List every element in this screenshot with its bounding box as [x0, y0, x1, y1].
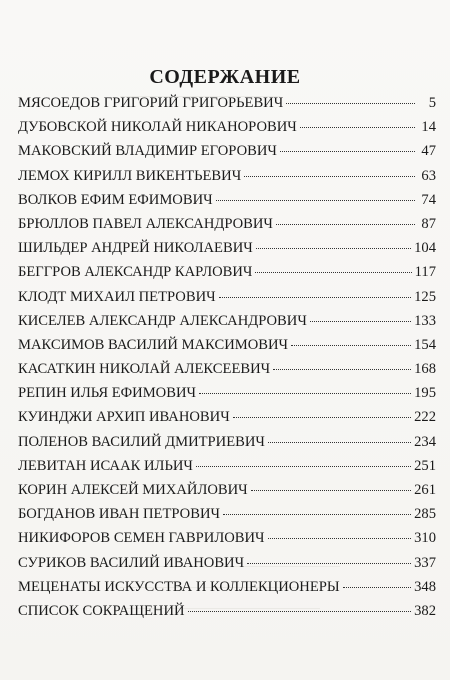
toc-entry-title: ШИЛЬДЕР АНДРЕЙ НИКОЛАЕВИЧ: [18, 240, 253, 257]
dot-leader: [291, 345, 411, 346]
toc-entry-title: ПОЛЕНОВ ВАСИЛИЙ ДМИТРИЕВИЧ: [18, 433, 265, 450]
toc-entry: [18, 434, 436, 458]
toc-entry: [18, 168, 436, 192]
toc-entry-page-number: 125: [414, 288, 436, 305]
toc-entry-title: ВОЛКОВ ЕФИМ ЕФИМОВИЧ: [18, 191, 213, 208]
dot-leader: [343, 587, 412, 588]
dot-leader: [244, 176, 415, 177]
dot-leader: [219, 297, 412, 298]
toc-entry: [18, 555, 436, 579]
toc-entry: [18, 337, 436, 361]
toc-entry-page-number: 47: [421, 143, 436, 160]
toc-entry: [18, 409, 436, 433]
dot-leader: [255, 272, 411, 273]
toc-entry-title: БЕГГРОВ АЛЕКСАНДР КАРЛОВИЧ: [18, 264, 253, 281]
toc-entry-title: КУИНДЖИ АРХИП ИВАНОВИЧ: [18, 409, 230, 426]
toc-entry: [18, 216, 436, 240]
toc-entry-title: РЕПИН ИЛЬЯ ЕФИМОВИЧ: [18, 385, 196, 402]
toc-entry: [18, 385, 436, 409]
dot-leader: [286, 103, 415, 104]
dot-leader: [276, 224, 415, 225]
toc-entry-title: ДУБОВСКОЙ НИКОЛАЙ НИКАНОРОВИЧ: [18, 119, 297, 136]
toc-entry-title: КОРИН АЛЕКСЕЙ МИХАЙЛОВИЧ: [18, 482, 248, 498]
page-title: СОДЕРЖАНИЕ: [149, 66, 301, 88]
dot-leader: [280, 151, 415, 152]
toc-entry: [18, 458, 436, 482]
toc-entry-page-number: 285: [414, 506, 436, 523]
toc-entry-title: КЛОДТ МИХАИЛ ПЕТРОВИЧ: [18, 288, 216, 305]
toc-entry: [18, 579, 436, 603]
toc-entry: [18, 143, 436, 167]
toc-entry-title: МАКОВСКИЙ ВЛАДИМИР ЕГОРОВИЧ: [18, 143, 277, 160]
dot-leader: [256, 248, 411, 249]
toc-entry-page-number: 74: [421, 191, 436, 208]
toc-entry: [18, 192, 436, 216]
dot-leader: [199, 393, 411, 394]
toc-entry-page-number: 234: [414, 433, 436, 450]
toc-entry: [18, 482, 436, 506]
toc-entry-page-number: 87: [421, 215, 436, 232]
toc-entry: [18, 530, 436, 554]
toc-entry-title: КИСЕЛЕВ АЛЕКСАНДР АЛЕКСАНДРОВИЧ: [18, 312, 307, 329]
toc-entry-page-number: 168: [414, 361, 436, 378]
toc-entry-page-number: 382: [414, 602, 436, 619]
toc-entry: [18, 119, 436, 143]
toc-entry-page-number: 348: [414, 578, 436, 595]
dot-leader: [188, 611, 412, 612]
dot-leader: [233, 417, 411, 418]
toc-entry-page-number: 261: [414, 482, 436, 498]
dot-leader: [268, 538, 412, 539]
toc-entry-page-number: 195: [414, 385, 436, 402]
toc-entry-page-number: 14: [421, 119, 436, 136]
toc-entry-page-number: 337: [414, 554, 436, 571]
toc-entry-page-number: 251: [414, 457, 436, 474]
toc-entry-title: БРЮЛЛОВ ПАВЕЛ АЛЕКСАНДРОВИЧ: [18, 215, 273, 232]
toc-entry-title: БОГДАНОВ ИВАН ПЕТРОВИЧ: [18, 506, 220, 523]
toc-entry-page-number: 104: [414, 240, 436, 257]
toc-entry: [18, 264, 436, 288]
toc-entry-title: КАСАТКИН НИКОЛАЙ АЛЕКСЕЕВИЧ: [18, 361, 271, 378]
toc-entry-title: МЯСОЕДОВ ГРИГОРИЙ ГРИГОРЬЕВИЧ: [18, 95, 284, 111]
toc-entry-page-number: 222: [414, 409, 436, 426]
table-of-contents: [18, 95, 436, 627]
toc-entry-title: ЛЕМОХ КИРИЛЛ ВИКЕНТЬЕВИЧ: [18, 167, 242, 184]
toc-entry: [18, 240, 436, 264]
toc-entry-title: МЕЦЕНАТЫ ИСКУССТВА И КОЛЛЕКЦИОНЕРЫ: [18, 578, 340, 595]
toc-entry-title: НИКИФОРОВ СЕМЕН ГАВРИЛОВИЧ: [18, 530, 265, 547]
toc-entry: [18, 95, 436, 119]
toc-entry-page-number: 133: [414, 312, 436, 329]
toc-entry: [18, 506, 436, 530]
dot-leader: [216, 200, 415, 201]
toc-entry: [18, 313, 436, 337]
toc-entry-title: ЛЕВИТАН ИСААК ИЛЬИЧ: [18, 457, 193, 474]
dot-leader: [247, 563, 411, 564]
dot-leader: [310, 321, 411, 322]
toc-entry-title: СПИСОК СОКРАЩЕНИЙ: [18, 602, 185, 619]
dot-leader: [223, 514, 411, 515]
toc-entry-title: МАКСИМОВ ВАСИЛИЙ МАКСИМОВИЧ: [18, 336, 289, 353]
toc-entry-page-number: 154: [414, 336, 436, 353]
dot-leader: [196, 466, 411, 467]
toc-entry-page-number: 63: [421, 167, 436, 184]
toc-entry: [18, 361, 436, 385]
toc-entry-page-number: 117: [414, 264, 436, 281]
dot-leader: [268, 442, 411, 443]
toc-entry-page-number: 310: [414, 530, 436, 547]
toc-entry-title: СУРИКОВ ВАСИЛИЙ ИВАНОВИЧ: [18, 554, 245, 571]
toc-entry: [18, 603, 436, 627]
toc-entry: [18, 289, 436, 313]
dot-leader: [300, 127, 415, 128]
dot-leader: [251, 490, 411, 491]
toc-entry-page-number: 5: [428, 95, 436, 111]
dot-leader: [273, 369, 411, 370]
